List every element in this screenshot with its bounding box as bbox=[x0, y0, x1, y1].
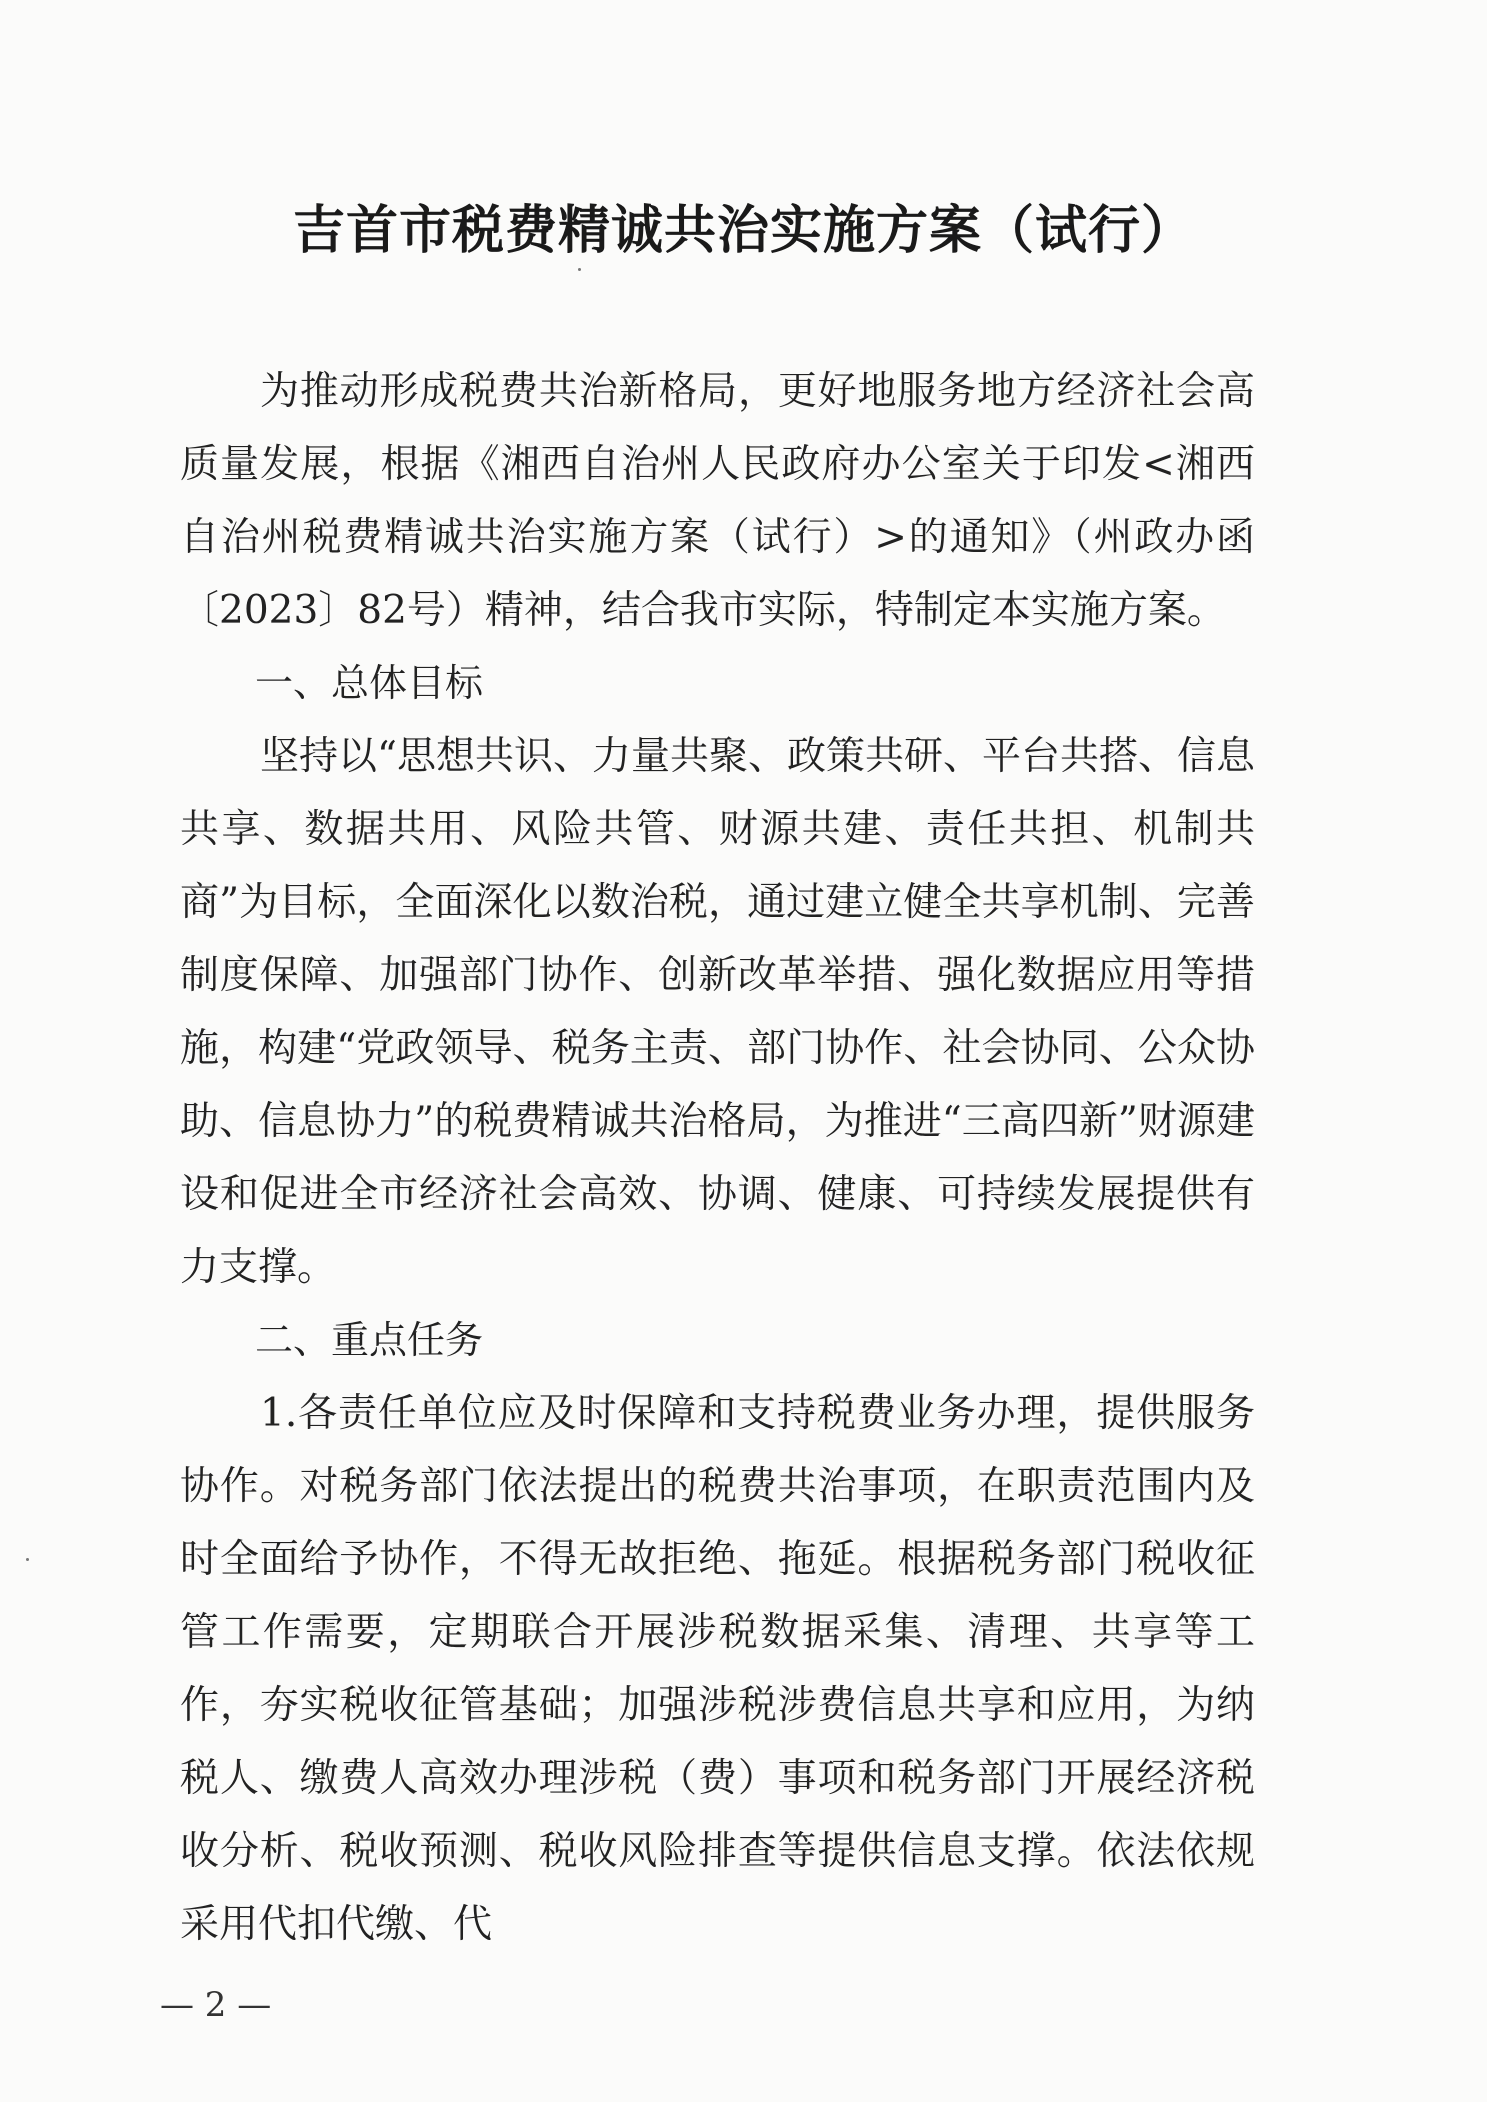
intro-paragraph: 为推动形成税费共治新格局，更好地服务地方经济社会高质量发展，根据《湘西自治州人民政府办公室关于印发<湘西自治州税费精诚共治实施方案（试行）>的通知》（州政办函〔2023〕82号）精神，结合我市实际，特制定本实施方案。 bbox=[180, 369, 1255, 633]
document-title: 吉首市税费精诚共治实施方案（试行） bbox=[292, 200, 1194, 261]
scan-speck bbox=[26, 1558, 29, 1561]
scan-speck bbox=[578, 268, 581, 271]
document-body bbox=[180, 355, 1255, 1961]
page-number: — 2 — bbox=[160, 1985, 272, 2025]
key-task-1-paragraph: 1.各责任单位应及时保障和支持税费业务办理，提供服务协作。对税务部门依法提出的税费共治事项，在职责范围内及时全面给予协作，不得无故拒绝、拖延。根据税务部门税收征管工作需要，定期联合开展涉税数据采集、清理、共享等工作，夯实税收征管基础；加强涉税涉费信息共享和应用，为纳税人、缴费人高效办理涉税（费）事项和税务部门开展经济税收分析、税收预测、税收风险排查等提供信息支撑。依法依规采用代扣代缴、代 bbox=[180, 1391, 1255, 1947]
section-heading-overall-goal: 一、总体目标 bbox=[255, 661, 484, 705]
section-heading-key-tasks: 二、重点任务 bbox=[255, 1318, 484, 1362]
overall-goal-paragraph: 坚持以“思想共识、力量共聚、政策共研、平台共搭、信息共享、数据共用、风险共管、财源共建、责任共担、机制共商”为目标，全面深化以数治税，通过建立健全共享机制、完善制度保障、加强部门协作、创新改革举措、强化数据应用等措施，构建“党政领导、税务主责、部门协作、社会协同、公众协助、信息协力”的税费精诚共治格局，为推进“三高四新”财源建设和促进全市经济社会高效、协调、健康、可持续发展提供有力支撑。 bbox=[180, 734, 1255, 1290]
